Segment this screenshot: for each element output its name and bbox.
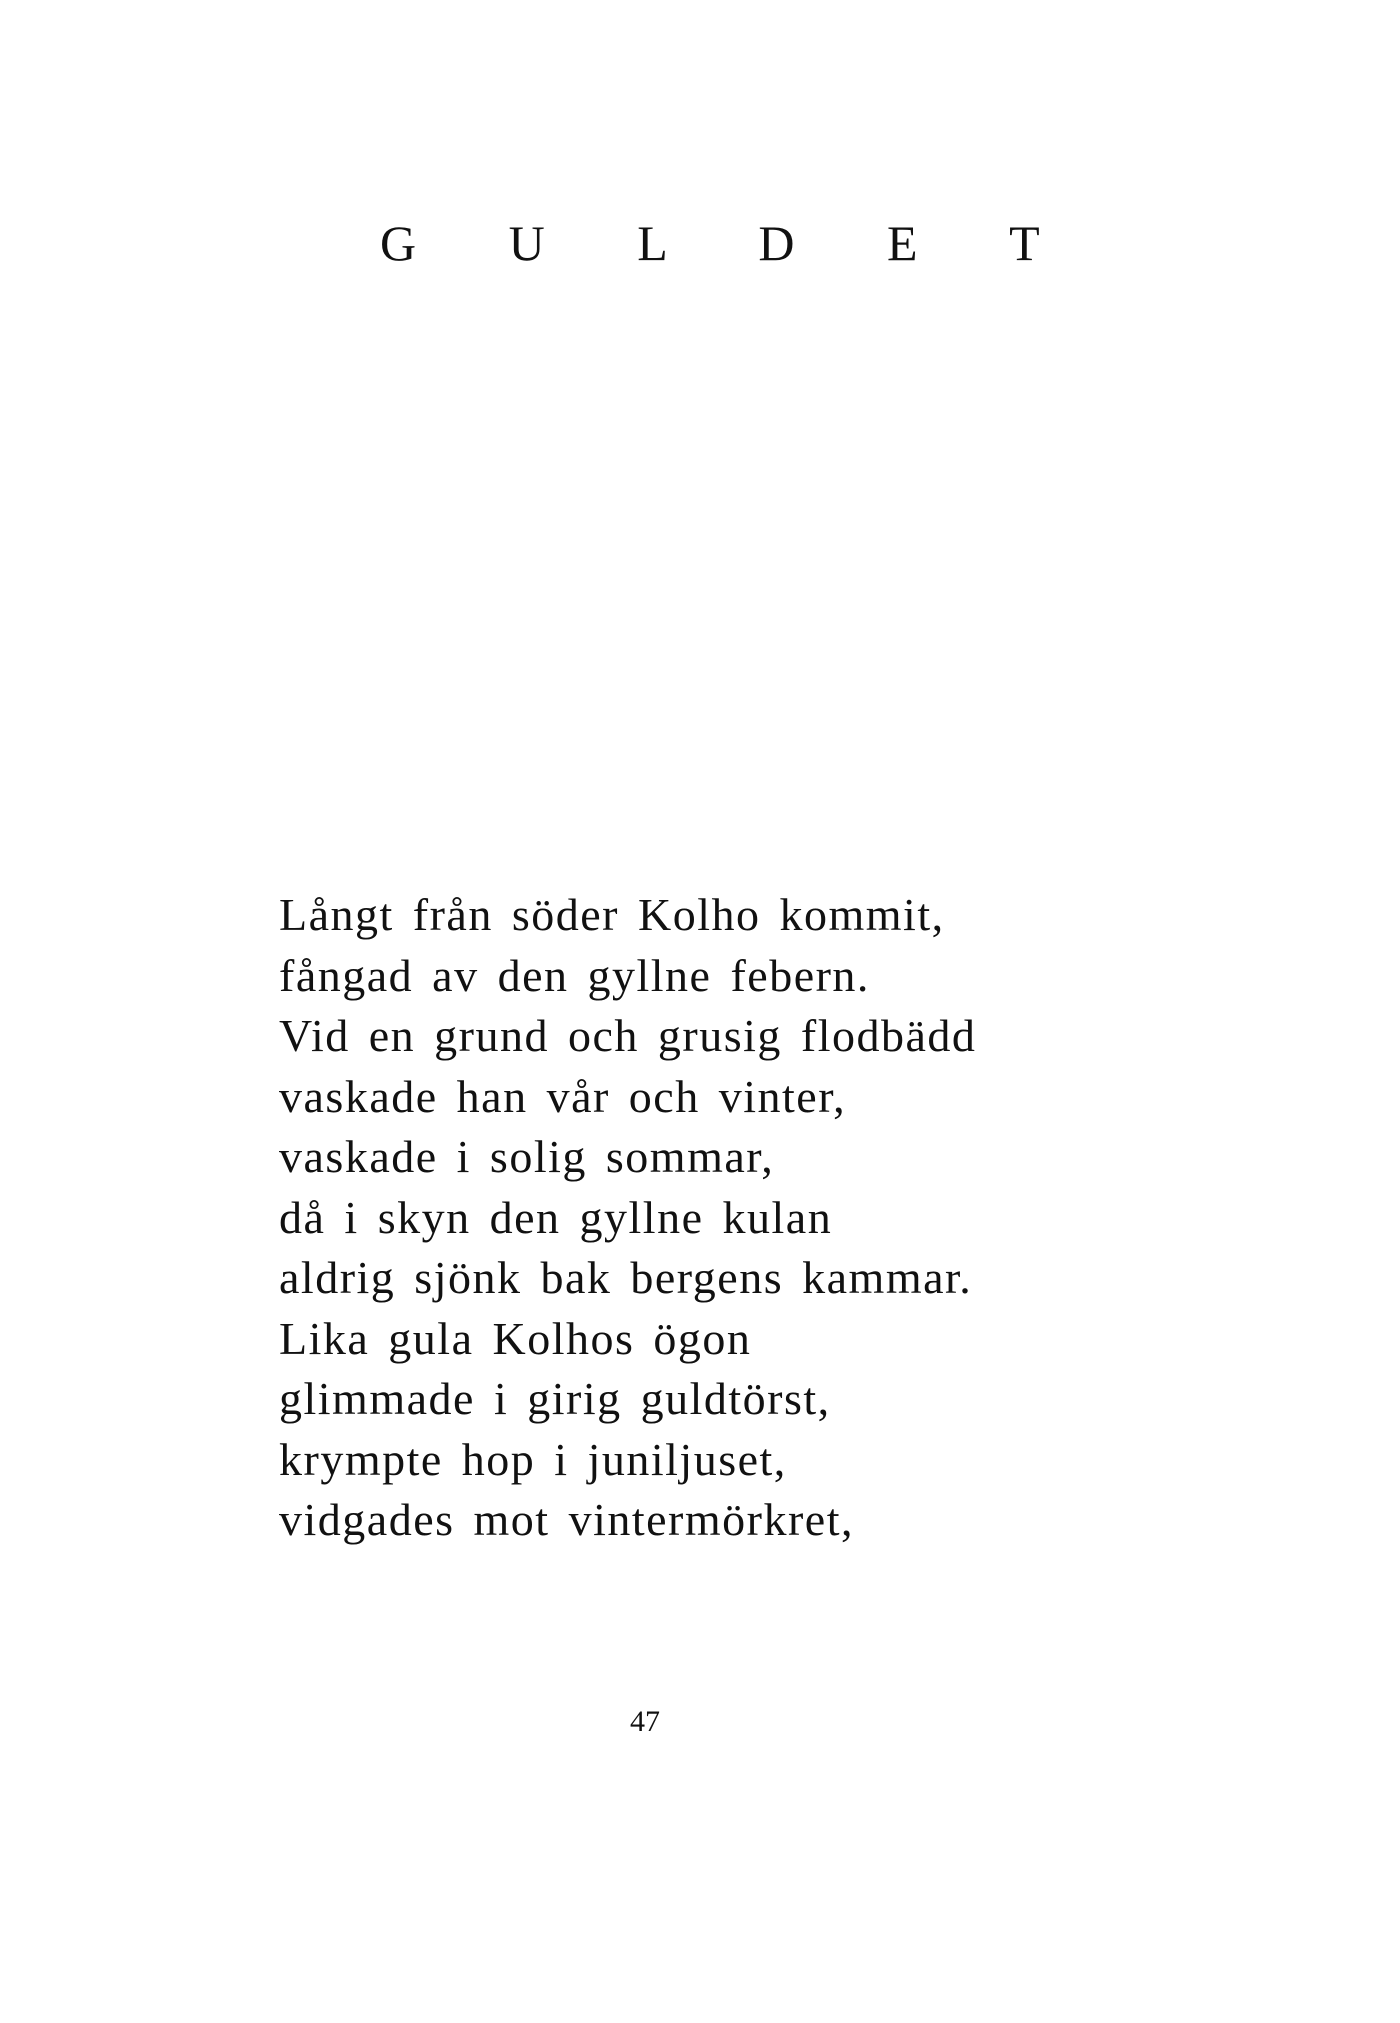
poem-line: glimmade i girig guldtörst, [279,1373,831,1424]
page-number: 47 [630,1705,660,1738]
poem-body [279,885,1079,1551]
poem-line: Vid en grund och grusig flodbädd [279,1010,977,1061]
poem-line: aldrig sjönk bak bergens kammar. [279,1252,973,1303]
poem-line: krympte hop i juniljuset, [279,1433,787,1485]
poem-line: vaskade han vår och vinter, [279,1070,847,1122]
poem-line: Långt från söder Kolho kommit, [279,889,945,940]
poem-line: Lika gula Kolhos ögon [279,1312,752,1364]
poem-title: G U L D E T [380,215,1080,271]
poem-line: vidgades mot vintermörkret, [279,1494,854,1545]
poem-line: fångad av den gyllne febern. [279,949,870,1001]
poem-line: då i skyn den gyllne kulan [279,1191,833,1243]
poem-line: vaskade i solig sommar, [279,1131,775,1182]
